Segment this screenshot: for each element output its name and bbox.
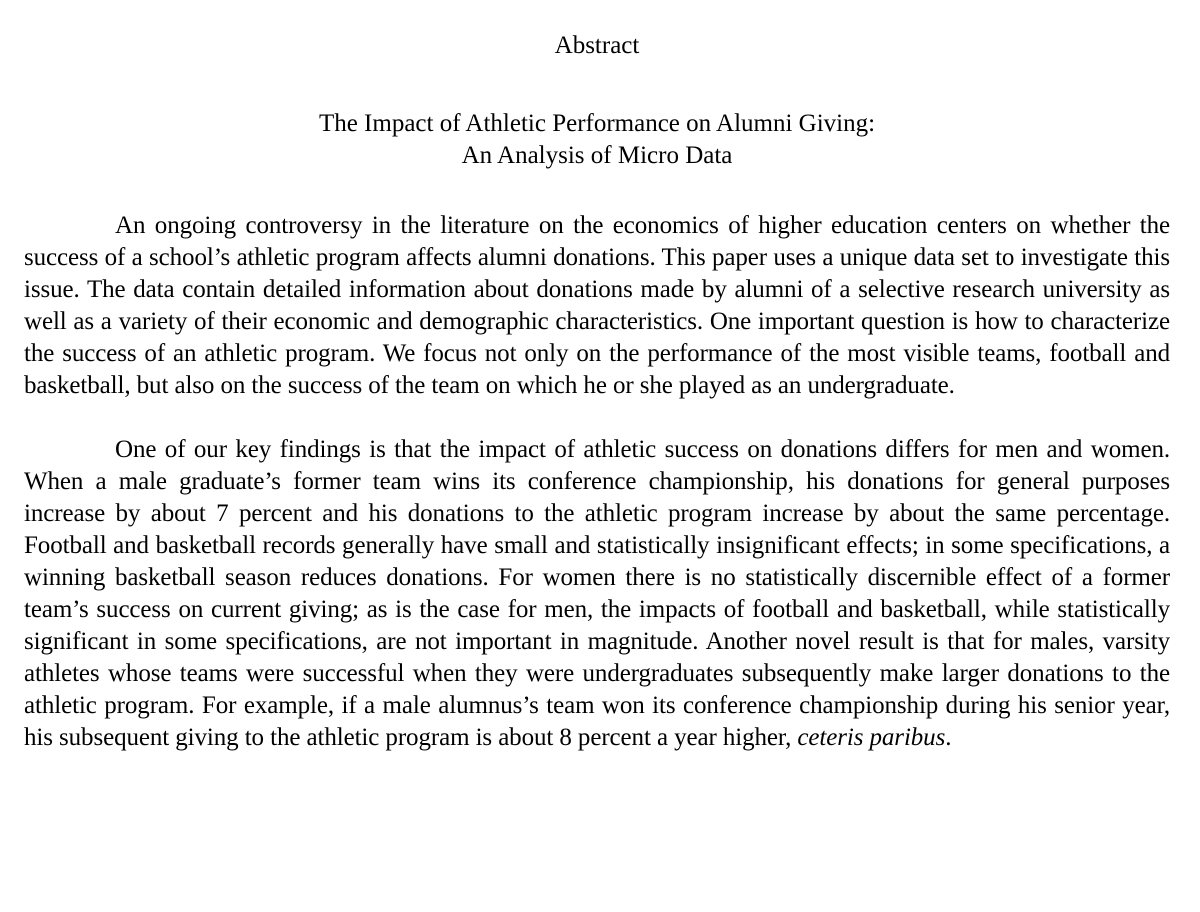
paper-title-line-2: An Analysis of Micro Data	[461, 142, 733, 169]
abstract-paragraph-1: An ongoing controversy in the literature on the economics of higher education centers on whether the success of a school’s athletic program affects alumni donations. This paper uses a unique data set to investigate this issue. The data contain detailed information about donations made by alumni of a selective research university as well as a variety of their economic and demographic characteristics. One important question is how to characterize the success of an athletic program. We focus not only on the performance of the most visible teams, football and basketball, but also on the success of the team on which he or she played as an undergraduate.	[24, 212, 1170, 399]
abstract-page	[24, 30, 1170, 754]
paper-title	[24, 108, 1170, 172]
abstract-heading: Abstract	[554, 32, 640, 59]
abstract-paragraph-2-text: One of our key findings is that the impact of athletic success on donations differs for men and women. When a male graduate’s former team wins its conference championship, his donations for general purposes increase by about 7 percent and his donations to the athletic program increase by about the same percentage. Football and basketball records generally have small and statistically insignificant effects; in some specifications, a winning basketball season reduces donations. For women there is no statistically discernible effect of a former team’s success on current giving; as is the case for men, the impacts of football and basketball, while statistically significant in some specifications, are not important in magnitude. Another novel result is that for males, varsity athletes whose teams were successful when they were undergraduates subsequently make larger donations to the athletic program. For example, if a male alumnus’s team won its conference championship during his senior year, his subsequent giving to the athletic program is about 8 percent a year higher,	[24, 436, 1170, 751]
abstract-paragraph-2	[24, 434, 1170, 754]
abstract-paragraph-2-end: .	[945, 724, 952, 751]
ceteris-paribus-phrase: ceteris paribus	[797, 724, 946, 751]
paper-title-line-1: The Impact of Athletic Performance on Alumni Giving:	[318, 110, 876, 137]
